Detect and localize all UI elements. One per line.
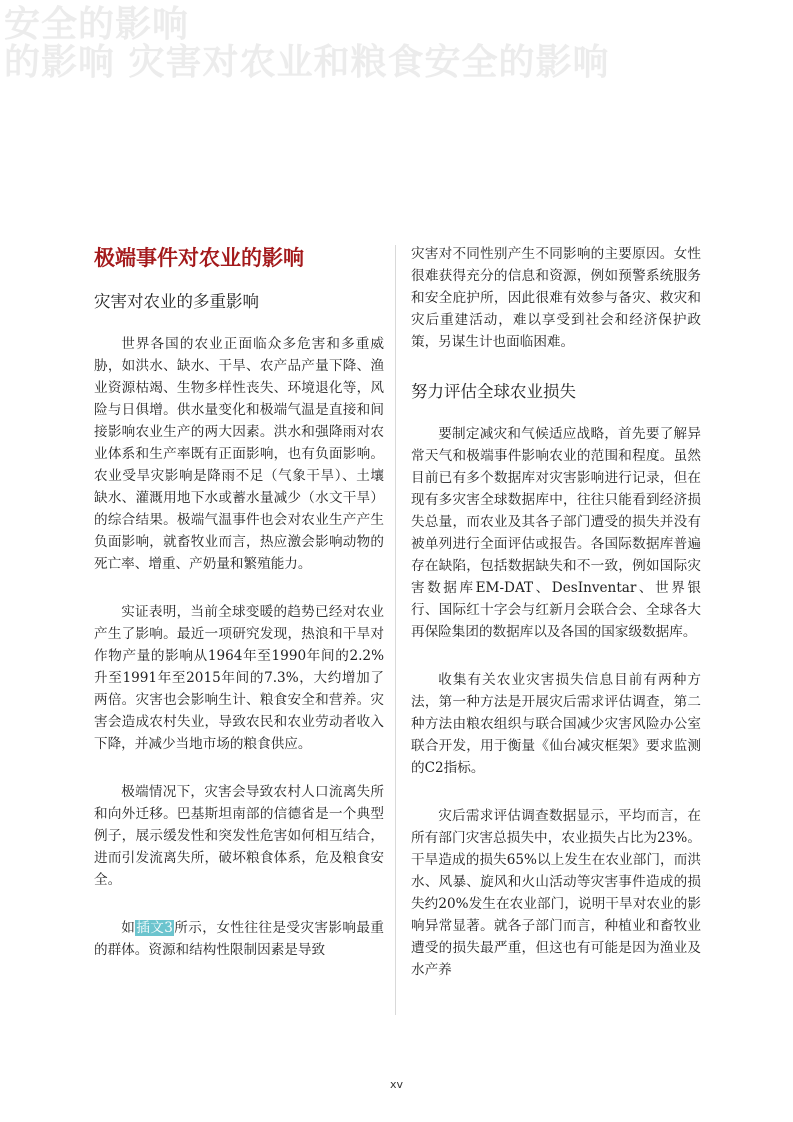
paragraph-3: 极端情况下，灾害会导致农村人口流离失所和向外迁移。巴基斯坦南部的信德省是一个典型例子，展示缓发性和突发性危害如何相互结合，进而引发流离失所，破坏粮食体系，危及粮食安全。 xyxy=(94,784,384,888)
paragraph-1: 世界各国的农业正面临众多危害和多重威胁，如洪水、缺水、干旱、农产品产量下降、渔业资源枯竭、生物多样性丧失、环境退化等，风险与日俱增。供水量变化和极端气温是直接和间接影响农业生产的两大因素。洪水和强降雨对农业体系和生产率既有正面影响，也有负面影响。农业受旱灾影响是降雨不足（气象干旱）、土壤缺水、灌溉用地下水或蓄水量减少（水文干旱）的综合结果。极端气温事件也会对农业生产产生负面影响，就畜牧业而言，热应激会影响动物的死亡率、增重、产奶量和繁殖能力。 xyxy=(94,336,384,572)
paragraph-4-text: 所示，女性往往是受灾害影响最重的群体。资源和结构性限制因素是导致 xyxy=(94,920,385,958)
paragraph-2: 实证表明，当前全球变暖的趋势已经对农业产生了影响。最近一项研究发现，热浪和干旱对作物产量的影响从1964年至1990年间的2.2%升至1991年至2015年间的7.3%，大约增加了两倍。灾害也会影响生计、粮食安全和营养。灾害会造成农村失业，导致农民和农业劳动者收入下降，并减少当地市场的粮食供应。 xyxy=(94,604,384,752)
paragraph-6: 收集有关农业灾害损失信息目前有两种方法，第一种方法是开展灾后需求评估调查，第二种方法由粮农组织与联合国减少灾害风险办公室联合开发，用于衡量《仙台减灾框架》要求监测的C2指标。 xyxy=(411,672,701,776)
paragraph-5: 要制定减灾和气候适应战略，首先要了解异常天气和极端事件影响农业的范围和程度。虽然目前已有多个数据库对灾害影响进行记录，但在现有多灾害全球数据库中，往往只能看到经济损失总量，而农业及其各子部门遭受的损失并没有被单列进行全面评估或报告。各国际数据库普遍存在缺陷，包括数据缺失和不一致，例如国际灾害数据库EM-DAT、DesInventar、世界银行、国际红十字会与红新月会联合会、全球各大再保险集团的数据库以及各国的国家级数据库。 xyxy=(411,426,701,640)
section-title: 极端事件对农业的影响 xyxy=(94,246,304,270)
page-number: xv xyxy=(389,1078,404,1091)
paragraph-7: 灾后需求评估调查数据显示，平均而言，在所有部门灾害总损失中，农业损失占比为23%。干旱造成的损失65%以上发生在农业部门，而洪水、风暴、旋风和火山活动等灾害事件造成的损失约20%发生在农业部门，说明干旱对农业的影响异常显著。就各子部门而言，种植业和畜牧业遭受的损失最严重，但这也有可能是因为渔业及水产养 xyxy=(411,808,701,978)
right-column xyxy=(411,243,701,1007)
paragraph-4 xyxy=(94,917,384,961)
column-divider xyxy=(395,245,396,1015)
subsection-title-impacts: 灾害对农业的多重影响 xyxy=(94,292,259,311)
watermark-line-2: 的影响 灾害对农业和粮食安全的影响 xyxy=(4,42,610,83)
watermark-line-1: 安全的影响 xyxy=(4,4,190,45)
header-watermark xyxy=(4,6,610,82)
box-3-link[interactable]: 插文3 xyxy=(136,920,173,936)
paragraph-4-lead: 如 xyxy=(121,920,136,936)
paragraph-continued: 灾害对不同性别产生不同影响的主要原因。女性很难获得充分的信息和资源，例如预警系统服务和安全庇护所，因此很难有效参与备灾、救灾和灾后重建活动，难以享受到社会和经济保护政策，另谋生计也面临困难。 xyxy=(411,246,701,350)
left-column xyxy=(94,243,384,987)
subsection-title-losses: 努力评估全球农业损失 xyxy=(411,382,576,401)
